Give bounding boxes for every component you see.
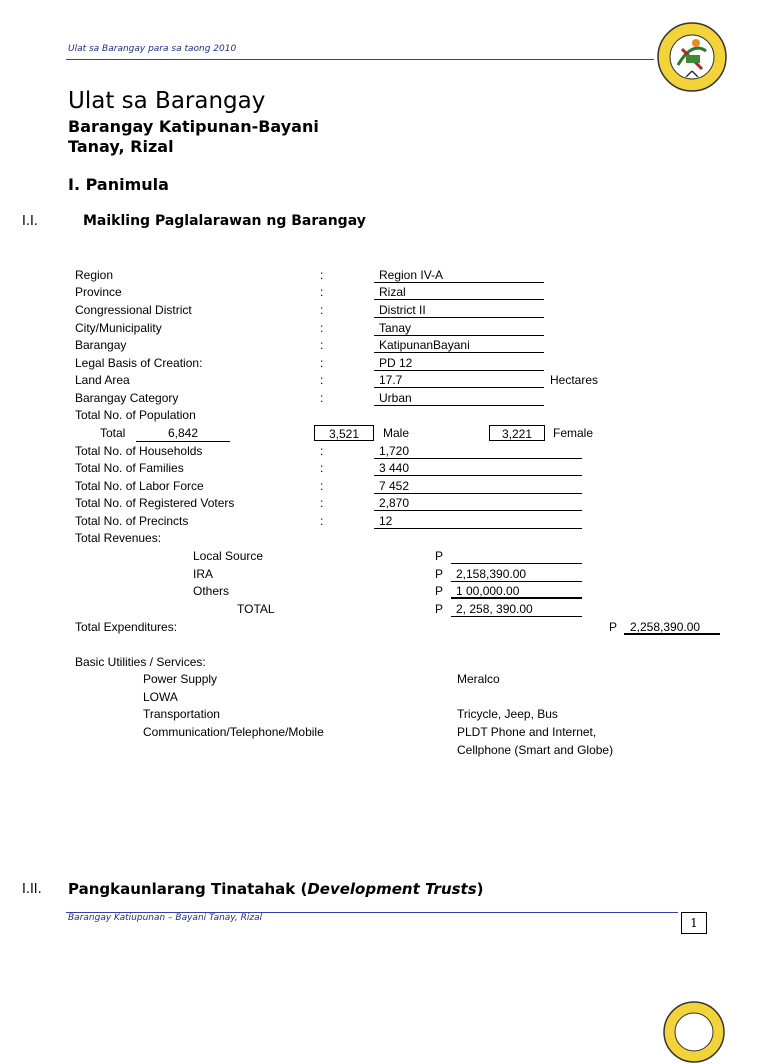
colon: : (320, 514, 324, 528)
row-label-province: Province (75, 285, 122, 299)
barangay-name: Barangay Katipunan-Bayani (68, 117, 319, 136)
row-value-voters: 2,870 (374, 496, 582, 511)
male-count-box: 3,521 (314, 425, 374, 441)
utility-name: Power Supply (143, 672, 218, 686)
female-label: Female (553, 426, 594, 440)
subsection-title-end: ) (476, 880, 484, 898)
utility-name: Transportation (143, 707, 220, 721)
row-label-land-area: Land Area (75, 373, 130, 387)
row-label-category: Barangay Category (75, 391, 179, 405)
colon: : (320, 461, 324, 475)
header-rule (66, 59, 654, 60)
male-label: Male (383, 426, 410, 440)
row-label-district: Congressional District (75, 303, 192, 317)
expenditures-value: 2,258,390.00 (624, 620, 720, 635)
population-total-value: 6,842 (136, 426, 230, 442)
colon: : (320, 285, 324, 299)
row-label-voters: Total No. of Registered Voters (75, 496, 235, 510)
row-value-region: Region IV-A (374, 268, 544, 283)
subsection-title-italic: Development Trusts (307, 880, 477, 898)
colon: : (320, 338, 324, 352)
row-value-city: Tanay (374, 321, 544, 336)
section-heading: I. Panimula (68, 175, 169, 194)
row-label-region: Region (75, 268, 114, 282)
row-value-families: 3 440 (374, 461, 582, 476)
colon: : (320, 356, 324, 370)
currency-sign: P (435, 602, 444, 616)
subsection-title-part: Pangkaunlarang Tinatahak ( (68, 880, 308, 898)
revenue-local-value (451, 549, 582, 564)
subsection-number: I.I. (22, 214, 38, 229)
row-value-precincts: 12 (374, 514, 582, 529)
revenue-total-label: TOTAL (237, 602, 275, 616)
currency-sign: P (435, 567, 444, 581)
row-label-households: Total No. of Households (75, 444, 203, 458)
row-label-precincts: Total No. of Precincts (75, 514, 189, 528)
utility-value-extra: Cellphone (Smart and Globe) (457, 743, 614, 757)
row-label-city: City/Municipality (75, 321, 162, 335)
page-number: 1 (681, 912, 707, 934)
footer-text: Barangay Katiupunan – Bayani Tanay, Rizal (68, 913, 263, 923)
colon: : (320, 303, 324, 317)
female-count-box: 3,221 (489, 425, 545, 441)
utilities-label: Basic Utilities / Services: (75, 655, 206, 669)
row-label-families: Total No. of Families (75, 461, 184, 475)
revenue-others-value: 1 00,000.00 (451, 584, 582, 599)
revenue-total-value: 2, 258, 390.00 (451, 602, 582, 617)
row-value-land-area: 17.7 (374, 373, 544, 388)
row-value-district: District II (374, 303, 544, 318)
header-text: Ulat sa Barangay para sa taong 2010 (68, 44, 237, 54)
colon: : (320, 373, 324, 387)
row-value-province: Rizal (374, 285, 544, 300)
row-value-category: Urban (374, 391, 544, 406)
colon: : (320, 479, 324, 493)
population-label: Total No. of Population (75, 408, 196, 422)
utility-value: Meralco (457, 672, 500, 686)
subsection-number: I.II. (22, 882, 42, 897)
row-value-legal-basis: PD 12 (374, 356, 544, 371)
population-total-label: Total (100, 426, 126, 440)
row-value-households: 1,720 (374, 444, 582, 459)
row-label-labor-force: Total No. of Labor Force (75, 479, 204, 493)
revenue-local-label: Local Source (193, 549, 264, 563)
row-label-barangay: Barangay (75, 338, 127, 352)
utility-value: Tricycle, Jeep, Bus (457, 707, 558, 721)
colon: : (320, 444, 324, 458)
revenue-ira-label: IRA (193, 567, 214, 581)
expenditures-label: Total Expenditures: (75, 620, 178, 634)
revenues-label: Total Revenues: (75, 531, 162, 545)
revenue-others-label: Others (193, 584, 230, 598)
colon: : (320, 321, 324, 335)
colon: : (320, 496, 324, 510)
utility-name: Communication/Telephone/Mobile (143, 725, 324, 739)
row-label-legal-basis: Legal Basis of Creation: (75, 356, 203, 370)
barangay-seal-logo-partial (662, 1000, 726, 1064)
currency-sign: P (435, 584, 444, 598)
page-title: Ulat sa Barangay (68, 88, 266, 114)
currency-sign: P (435, 549, 444, 563)
currency-sign: P (609, 620, 618, 634)
revenue-ira-value: 2,158,390.00 (451, 567, 582, 582)
location-name: Tanay, Rizal (68, 137, 174, 156)
land-area-unit: Hectares (550, 373, 599, 387)
colon: : (320, 391, 324, 405)
row-value-barangay: KatipunanBayani (374, 338, 544, 353)
colon: : (320, 268, 324, 282)
subsection-title: Maikling Paglalarawan ng Barangay (83, 213, 366, 229)
subsection-title (68, 880, 484, 898)
utility-name: LOWA (143, 690, 178, 704)
barangay-seal-logo (656, 21, 728, 93)
utility-value: PLDT Phone and Internet, (457, 725, 597, 739)
row-value-labor-force: 7 452 (374, 479, 582, 494)
